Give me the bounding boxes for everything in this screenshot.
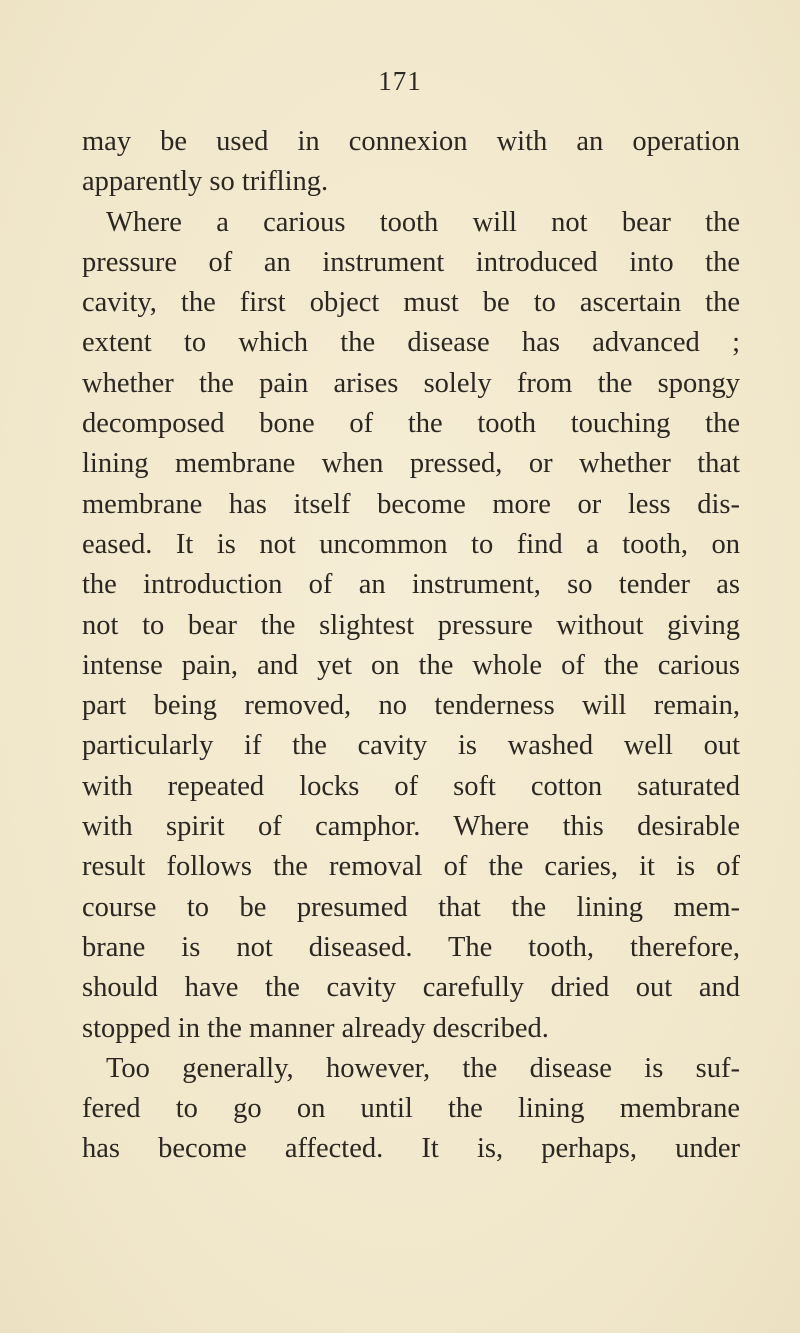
text-line: fered to go on until the lining membrane (82, 1093, 740, 1125)
text-line: result follows the removal of the caries, it is of (82, 851, 740, 883)
text-line: has become affected. It is, perhaps, under (82, 1133, 740, 1165)
text-line: extent to which the disease has advanced ; (82, 327, 740, 359)
text-line: brane is not diseased. The tooth, therefore, (82, 931, 740, 963)
text-line: with spirit of camphor. Where this desirable (82, 811, 740, 843)
text-line: particularly if the cavity is washed well out (82, 730, 740, 762)
text-line: apparently so trifling. (82, 166, 329, 198)
text-line: whether the pain arises solely from the spongy (82, 367, 740, 399)
text-line: lining membrane when pressed, or whether that (82, 448, 740, 480)
text-line: cavity, the first object must be to ascertain the (82, 287, 740, 319)
text-line: Where a carious tooth will not bear the (106, 206, 740, 238)
text-line: stopped in the manner already described. (82, 1012, 549, 1044)
text-line: intense pain, and yet on the whole of the carious (82, 649, 740, 681)
text-line: not to bear the slightest pressure without giving (82, 609, 740, 641)
page-number: 171 (378, 66, 422, 96)
text-line: course to be presumed that the lining mem- (82, 891, 740, 923)
text-line: the introduction of an instrument, so tender as (82, 569, 740, 601)
text-line: with repeated locks of soft cotton saturated (82, 770, 740, 802)
text-line: pressure of an instrument introduced into the (82, 246, 740, 278)
text-line: membrane has itself become more or less dis- (82, 488, 740, 520)
text-line: Too generally, however, the disease is suf- (106, 1052, 740, 1084)
text-line: may be used in connexion with an operation (82, 126, 740, 157)
text-line: part being removed, no tenderness will remain, (82, 690, 740, 722)
body-text (82, 122, 740, 1170)
text-line: should have the cavity carefully dried out and (82, 972, 740, 1004)
text-line: decomposed bone of the tooth touching the (82, 408, 740, 440)
text-line: eased. It is not uncommon to find a tooth, on (82, 528, 740, 560)
